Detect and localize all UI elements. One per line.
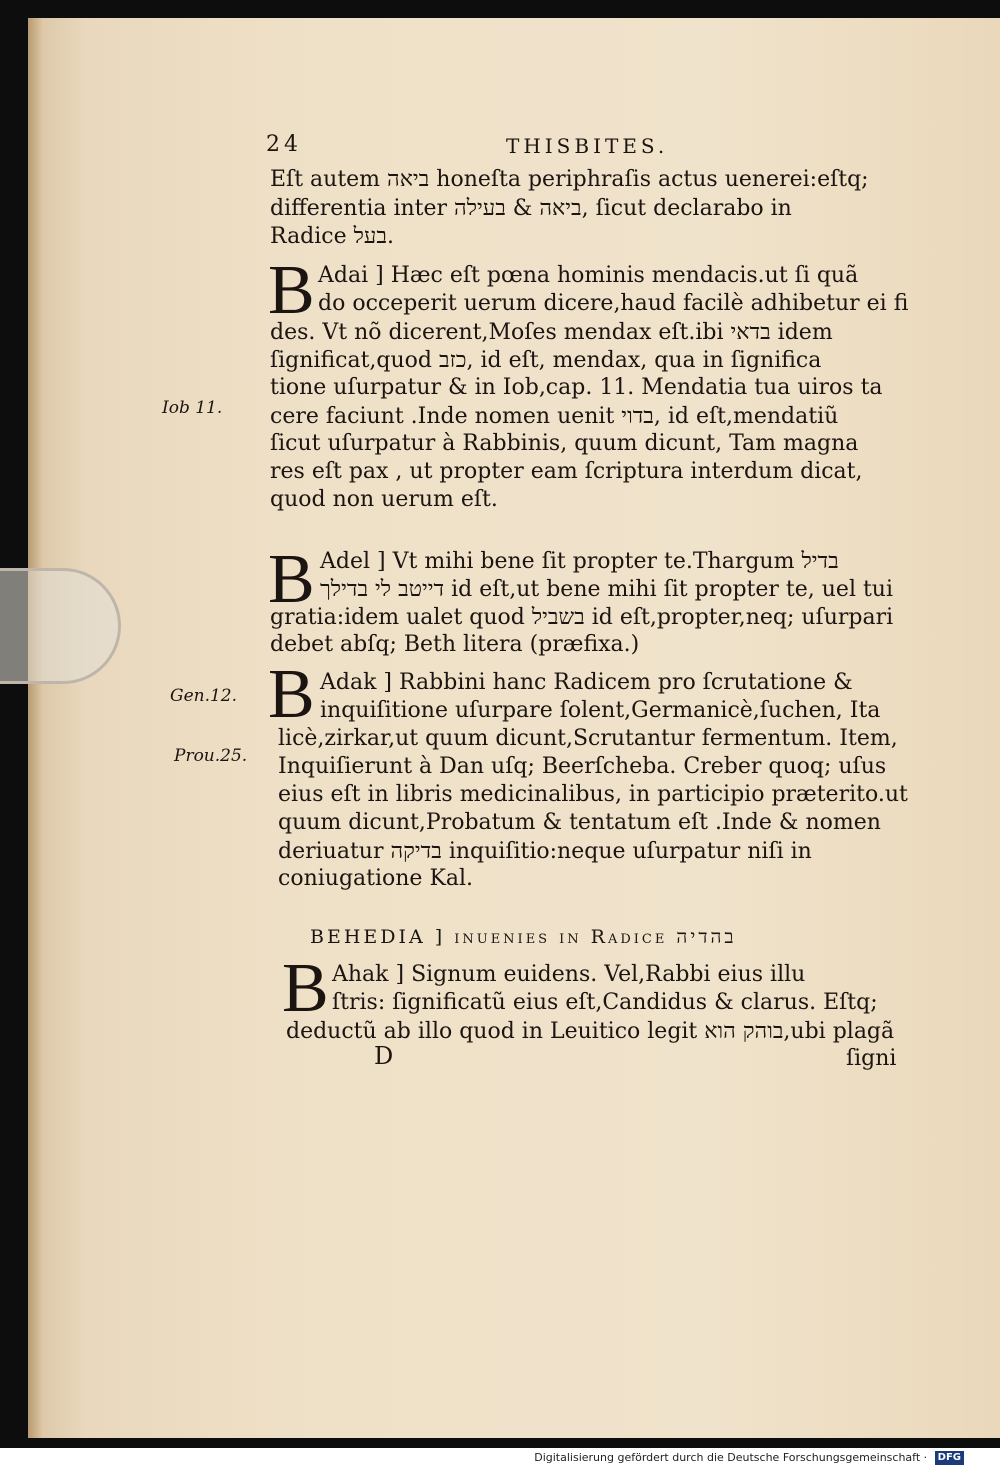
text-line: BEHEDIA ] inuenies in Radice בהדיה <box>310 926 737 948</box>
text-line: inquiſitione uſurpare ſolent,Germanicè,ſuchen, Ita <box>320 698 881 723</box>
footer-bar <box>0 1448 1000 1468</box>
initial-letter: B <box>268 252 315 329</box>
text-line: gratia:idem ualet quod בשביל id eſt,propter,neq; uſurpari <box>270 605 894 630</box>
initial-letter: B <box>268 656 315 733</box>
text-line: ſicut uſurpatur à Rabbinis, quum dicunt, Tam magna <box>270 431 859 456</box>
text-line: Radice בעל. <box>270 224 394 249</box>
text-line: licè,zirkar,ut quum dicunt,Scrutantur fermentum. Item, <box>278 726 898 751</box>
text-line: ſigni <box>846 1046 897 1071</box>
margin-note: Iob 11. <box>162 398 223 418</box>
text-line: Inquiſierunt à Dan uſq; Beerſcheba. Creber quoq; uſus <box>278 754 887 779</box>
text-line: debet abſq; Beth litera (præfixa.) <box>270 632 640 657</box>
text-line: des. Vt nõ dicerent,Moſes mendax eſt.ibi בדאי idem <box>270 320 833 345</box>
text-line: tione uſurpatur & in Iob,cap. 11. Mendatia tua uiros ta <box>270 375 883 400</box>
text-line: differentia inter ביאה & בעילה, ſicut declarabo in <box>270 196 792 221</box>
footer-credit: Digitalisierung gefördert durch die Deutsche Forschungsgemeinschaft · <box>534 1451 928 1464</box>
initial-letter: B <box>268 541 315 618</box>
text-line: Adel ] Vt mihi bene ſit propter te.Thargum בדיל <box>320 549 839 574</box>
dfg-logo: DFG <box>935 1451 964 1465</box>
text-line: ſtris: ſignificatũ eius eſt,Candidus & clarus. Eſtq; <box>332 990 878 1015</box>
initial-letter: B <box>282 950 329 1027</box>
text-line: quum dicunt,Probatum & tentatum eſt .Inde & nomen <box>278 810 881 835</box>
text-line: res eſt pax , ut propter eam ſcriptura interdum dicat, <box>270 459 863 484</box>
page-number: 24 <box>266 132 302 157</box>
margin-note: Gen.12. <box>170 686 238 706</box>
text-line: eius eſt in libris medicinalibus, in participio præterito.ut <box>278 782 908 807</box>
text-line: coniugatione Kal. <box>278 866 474 891</box>
book-page <box>28 18 1000 1438</box>
text-line: quod non uerum eſt. <box>270 487 498 512</box>
page-tab-overlay <box>0 568 121 684</box>
text-line: Ahak ] Signum euidens. Vel,Rabbi eius illu <box>332 962 806 987</box>
text-line: cere faciunt .Inde nomen uenit בדוי, id eſt,mendatiũ <box>270 404 839 429</box>
text-line: ſignificat,quod כזב, id eſt, mendax, qua in ſignifica <box>270 348 822 373</box>
text-line: deductũ ab illo quod in Leuitico legit בוהק הוא,ubi plagã <box>286 1019 895 1044</box>
text-line: דייטב לי בדילך id eſt,ut bene mihi ſit propter te, uel tui <box>320 577 894 602</box>
text-line: Eſt autem ביאה honeſta periphraſis actus uenerei:eſtq; <box>270 167 869 192</box>
text-line: Adak ] Rabbini hanc Radicem pro ſcrutatione & <box>320 670 853 695</box>
page-gutter <box>28 18 42 1438</box>
margin-note: Prou.25. <box>174 746 248 766</box>
text-line: Adai ] Hæc eſt pœna hominis mendacis.ut ſi quã <box>318 263 859 288</box>
text-line: do occeperit uerum dicere,haud facilè adhibetur ei fi <box>318 291 909 316</box>
text-line: deriuatur בדיקה inquiſitio:neque uſurpatur niſi in <box>278 839 812 864</box>
signature-mark: D <box>374 1042 394 1070</box>
running-title: THISBITES. <box>506 134 669 158</box>
